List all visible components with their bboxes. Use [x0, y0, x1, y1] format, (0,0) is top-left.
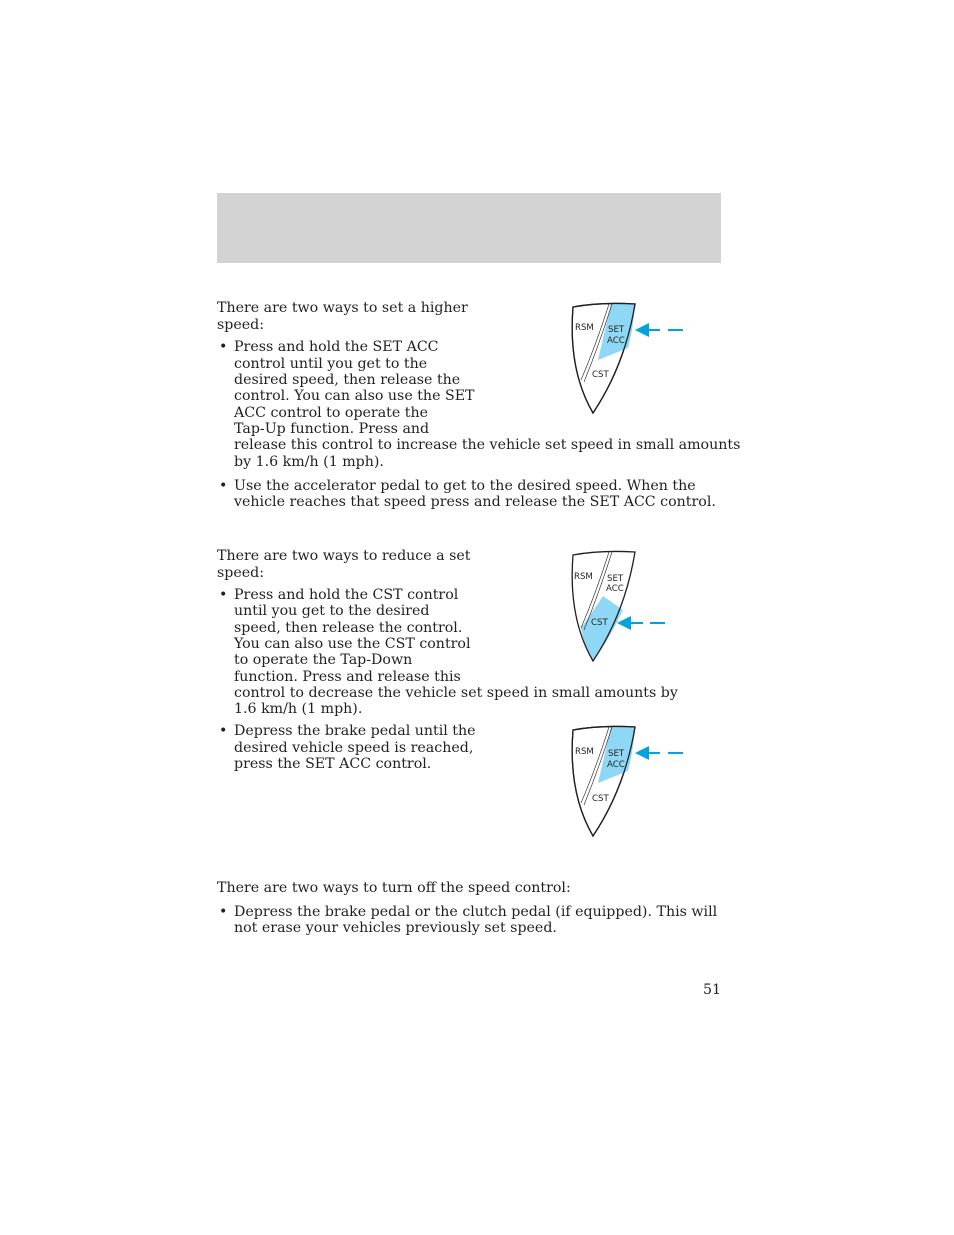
reduce-bullet2-line-1: Depress the brake pedal until the [234, 723, 476, 739]
reduce-bullet1-line-3: speed, then release the control. [234, 619, 463, 636]
increase-bullet1-line-1: Press and hold the SET ACC [234, 339, 439, 355]
bullet-marker: • [219, 478, 228, 494]
rsm-label: RSM [575, 323, 594, 333]
speed-control-figure-cst [565, 548, 690, 666]
increase-intro-line-2: speed: [217, 316, 265, 333]
left-arrow-icon [635, 323, 683, 337]
page-number: 51 [702, 982, 721, 998]
increase-bullet1-line-7: release this control to increase the vehicle set speed in small amounts [234, 437, 741, 453]
set-label: SET [608, 749, 625, 759]
rsm-label: RSM [574, 572, 593, 582]
reduce-bullet1-line-6: function. Press and release this [234, 668, 461, 685]
reduce-bullet2-line-2: desired vehicle speed is reached, [234, 739, 474, 756]
reduce-bullet1-line-5: to operate the Tap-Down [234, 652, 413, 668]
increase-bullet2-line-1: Use the accelerator pedal to get to the desired speed. When the [234, 478, 696, 494]
set-label: SET [607, 574, 624, 584]
increase-bullet2-line-2: vehicle reaches that speed press and release the SET ACC control. [234, 494, 716, 510]
reduce-intro-line-2: speed: [217, 564, 265, 581]
increase-bullet1-line-2: control until you get to the [234, 355, 428, 372]
reduce-bullet1-line-1: Press and hold the CST control [234, 587, 459, 603]
speed-control-figure-set-acc-2 [565, 723, 690, 841]
bullet-marker: • [219, 339, 228, 355]
acc-label: ACC [607, 760, 625, 770]
increase-bullet1-line-5: ACC control to operate the [234, 404, 429, 421]
off-bullet1-line-1: Depress the brake pedal or the clutch pedal (if equipped). This will [234, 904, 718, 920]
cst-label: CST [591, 618, 608, 628]
bullet-marker: • [219, 723, 228, 739]
left-arrow-icon [617, 616, 665, 630]
reduce-bullet2-line-3: press the SET ACC control. [234, 756, 432, 772]
bullet-marker: • [219, 587, 228, 603]
left-arrow-icon [635, 746, 683, 760]
cst-label: CST [592, 370, 609, 380]
reduce-bullet1-line-8: 1.6 km/h (1 mph). [234, 701, 363, 717]
off-bullet1-line-2: not erase your vehicles previously set speed. [234, 920, 557, 936]
increase-bullet1-line-3: desired speed, then release the [234, 372, 461, 388]
off-intro: There are two ways to turn off the speed control: [217, 880, 571, 896]
increase-bullet1-line-6: Tap-Up function. Press and [234, 421, 430, 437]
cst-label: CST [592, 794, 609, 804]
reduce-intro-line-1: There are two ways to reduce a set [217, 548, 471, 564]
rsm-label: RSM [575, 747, 594, 757]
speed-control-figure-set-acc [565, 300, 690, 418]
increase-bullet1-line-4: control. You can also use the SET [234, 388, 475, 404]
reduce-bullet1-line-7: control to decrease the vehicle set speed in small amounts by [234, 685, 678, 701]
header-band [217, 193, 721, 263]
acc-label: ACC [607, 336, 625, 346]
reduce-bullet1-line-4: You can also use the CST control [234, 636, 471, 652]
bullet-marker: • [219, 904, 228, 920]
acc-label: ACC [606, 584, 624, 594]
set-label: SET [608, 325, 625, 335]
increase-intro-line-1: There are two ways to set a higher [217, 300, 468, 316]
reduce-bullet1-line-2: until you get to the desired [234, 603, 430, 619]
increase-bullet1-line-8: by 1.6 km/h (1 mph). [234, 453, 384, 470]
